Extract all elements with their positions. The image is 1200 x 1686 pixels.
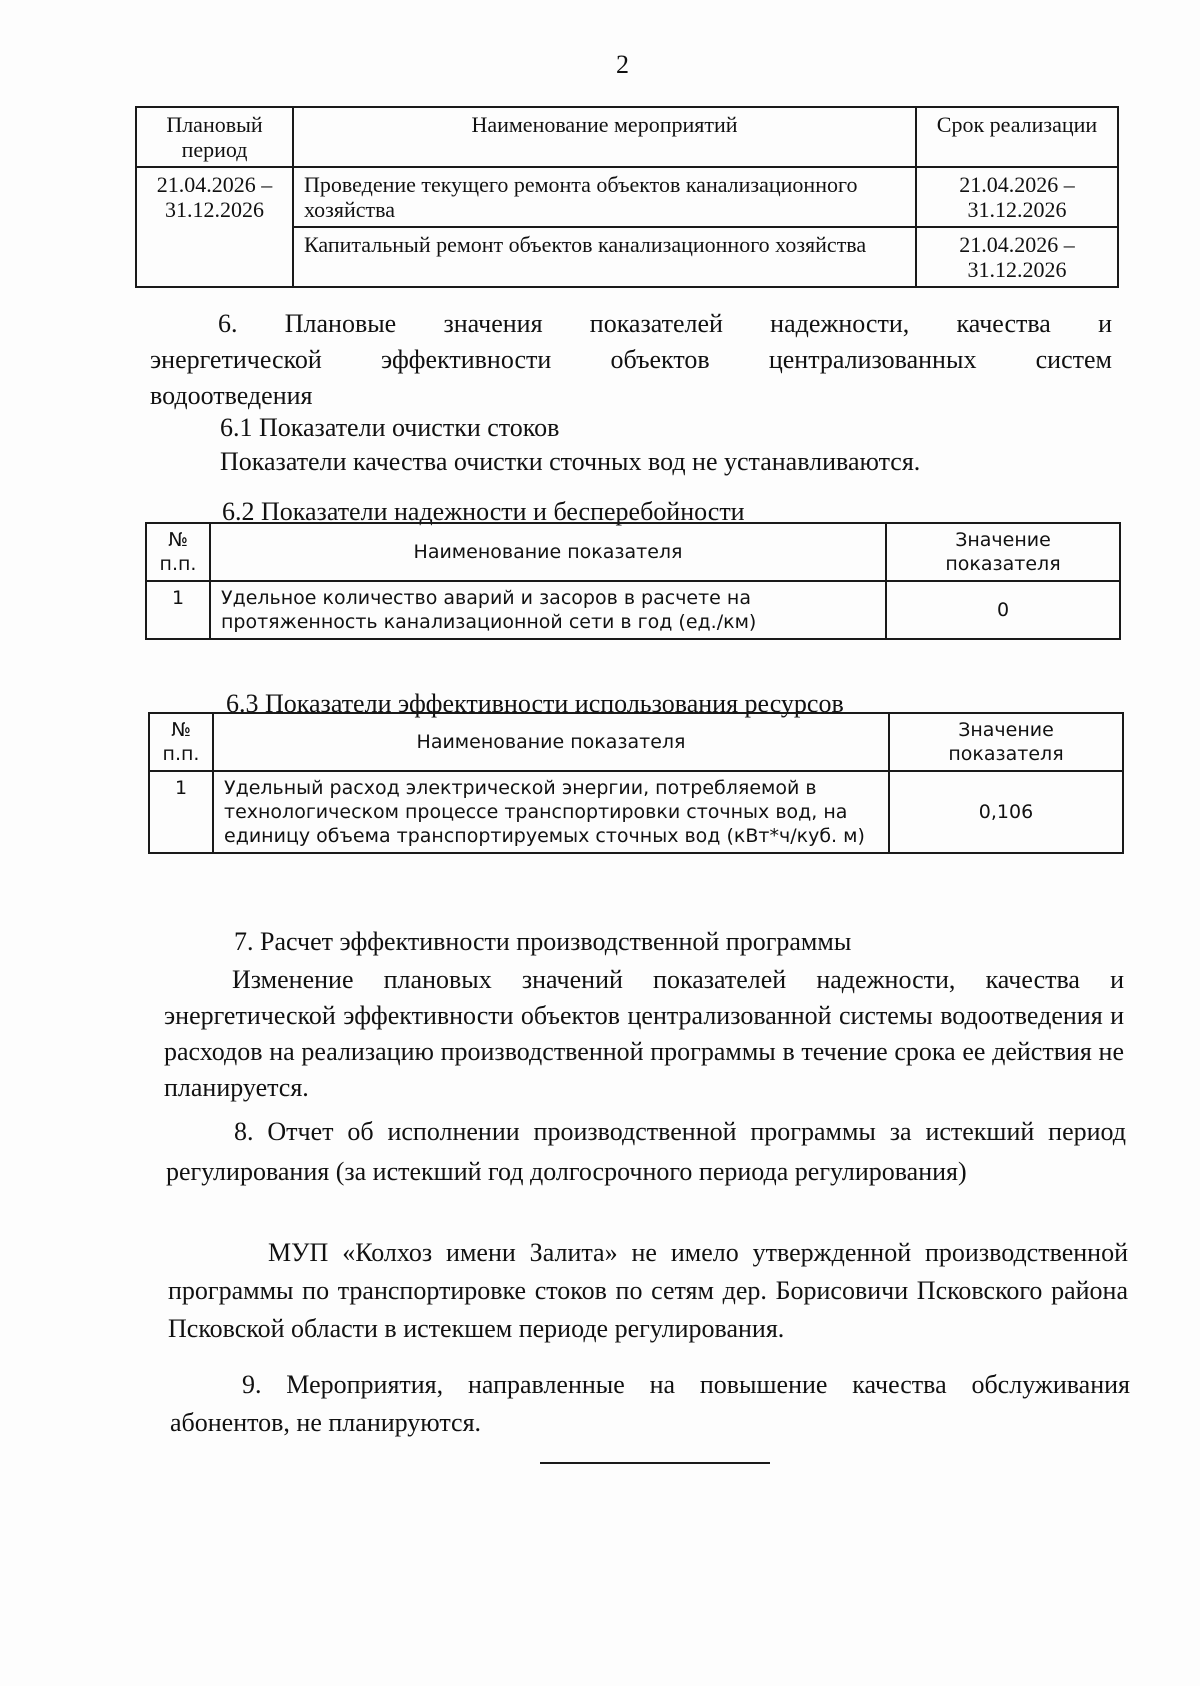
header-term: Срок реализации [916, 107, 1118, 167]
section61-text: Показатели качества очистки сточных вод не устанавливаются. [220, 447, 921, 476]
section8-text: МУП «Колхоз имени Залита» не имело утвержденной производственной программы по транспортировке стоков по сетям дер. Борисовичи Псковского района Псковской области в истекшем периоде регулирования. [168, 1238, 1128, 1343]
header-period: Плановый период [136, 107, 293, 167]
table-row [136, 167, 1118, 227]
measures-table [135, 106, 1119, 288]
indicator-name-cell: Удельное количество аварий и засоров в расчете на протяженность канализационной сети в год (ед./км) [210, 581, 886, 639]
section7-text: Изменение плановых значений показателей надежности, качества и энергетической эффективности объектов централизованной системы водоотведения и расходов на реализацию производственной программы в течение срока ее действия не планируется. [164, 965, 1124, 1102]
table-header-row [146, 523, 1120, 581]
header-indicator-name: Наименование показателя [213, 713, 889, 771]
closing-rule [540, 1462, 770, 1464]
section6-heading-line1: 6. Плановые значения показателей надежности, качества и [218, 309, 1112, 338]
measure-name-cell: Капитальный ремонт объектов канализационного хозяйства [293, 227, 916, 287]
measure-name-cell: Проведение текущего ремонта объектов канализационного хозяйства [293, 167, 916, 227]
resource-efficiency-table [148, 712, 1124, 854]
header-measures: Наименование мероприятий [293, 107, 916, 167]
header-indicator-name: Наименование показателя [210, 523, 886, 581]
section7-title: 7. Расчет эффективности производственной программы [234, 927, 852, 956]
header-number: № п.п. [149, 713, 213, 771]
page-number: 2 [616, 50, 629, 79]
reliability-table [145, 522, 1121, 640]
header-indicator-value: Значение показателя [889, 713, 1123, 771]
header-indicator-value: Значение показателя [886, 523, 1120, 581]
section61-title: 6.1 Показатели очистки стоков [220, 413, 560, 442]
indicator-value-cell: 0 [886, 581, 1120, 639]
measure-term-cell: 21.04.2026 – 31.12.2026 [916, 227, 1118, 287]
row-number: 1 [149, 771, 213, 853]
section62-title: 6.2 Показатели надежности и бесперебойности [222, 497, 745, 526]
period-cell: 21.04.2026 – 31.12.2026 [136, 167, 293, 287]
section9-text: 9. Мероприятия, направленные на повышение качества обслуживания абонентов, не планируются. [170, 1370, 1130, 1437]
row-number: 1 [146, 581, 210, 639]
indicator-name-cell: Удельный расход электрической энергии, потребляемой в технологическом процессе транспортировки сточных вод, на единицу объема транспортируемых сточных вод (кВт*ч/куб. м) [213, 771, 889, 853]
table-row [146, 581, 1120, 639]
header-number: № п.п. [146, 523, 210, 581]
table-header-row [149, 713, 1123, 771]
section63-title: 6.3 Показатели эффективности использования ресурсов [226, 689, 844, 718]
table-row [149, 771, 1123, 853]
section8-title: 8. Отчет об исполнении производственной программы за истекший период регулирования (за истекший год долгосрочного периода регулирования) [166, 1117, 1126, 1186]
indicator-value-cell: 0,106 [889, 771, 1123, 853]
section6-heading-line2: энергетической эффективности объектов централизованных систем [150, 345, 1112, 374]
section6-heading-line3: водоотведения [150, 381, 313, 410]
table-header-row [136, 107, 1118, 167]
measure-term-cell: 21.04.2026 – 31.12.2026 [916, 167, 1118, 227]
